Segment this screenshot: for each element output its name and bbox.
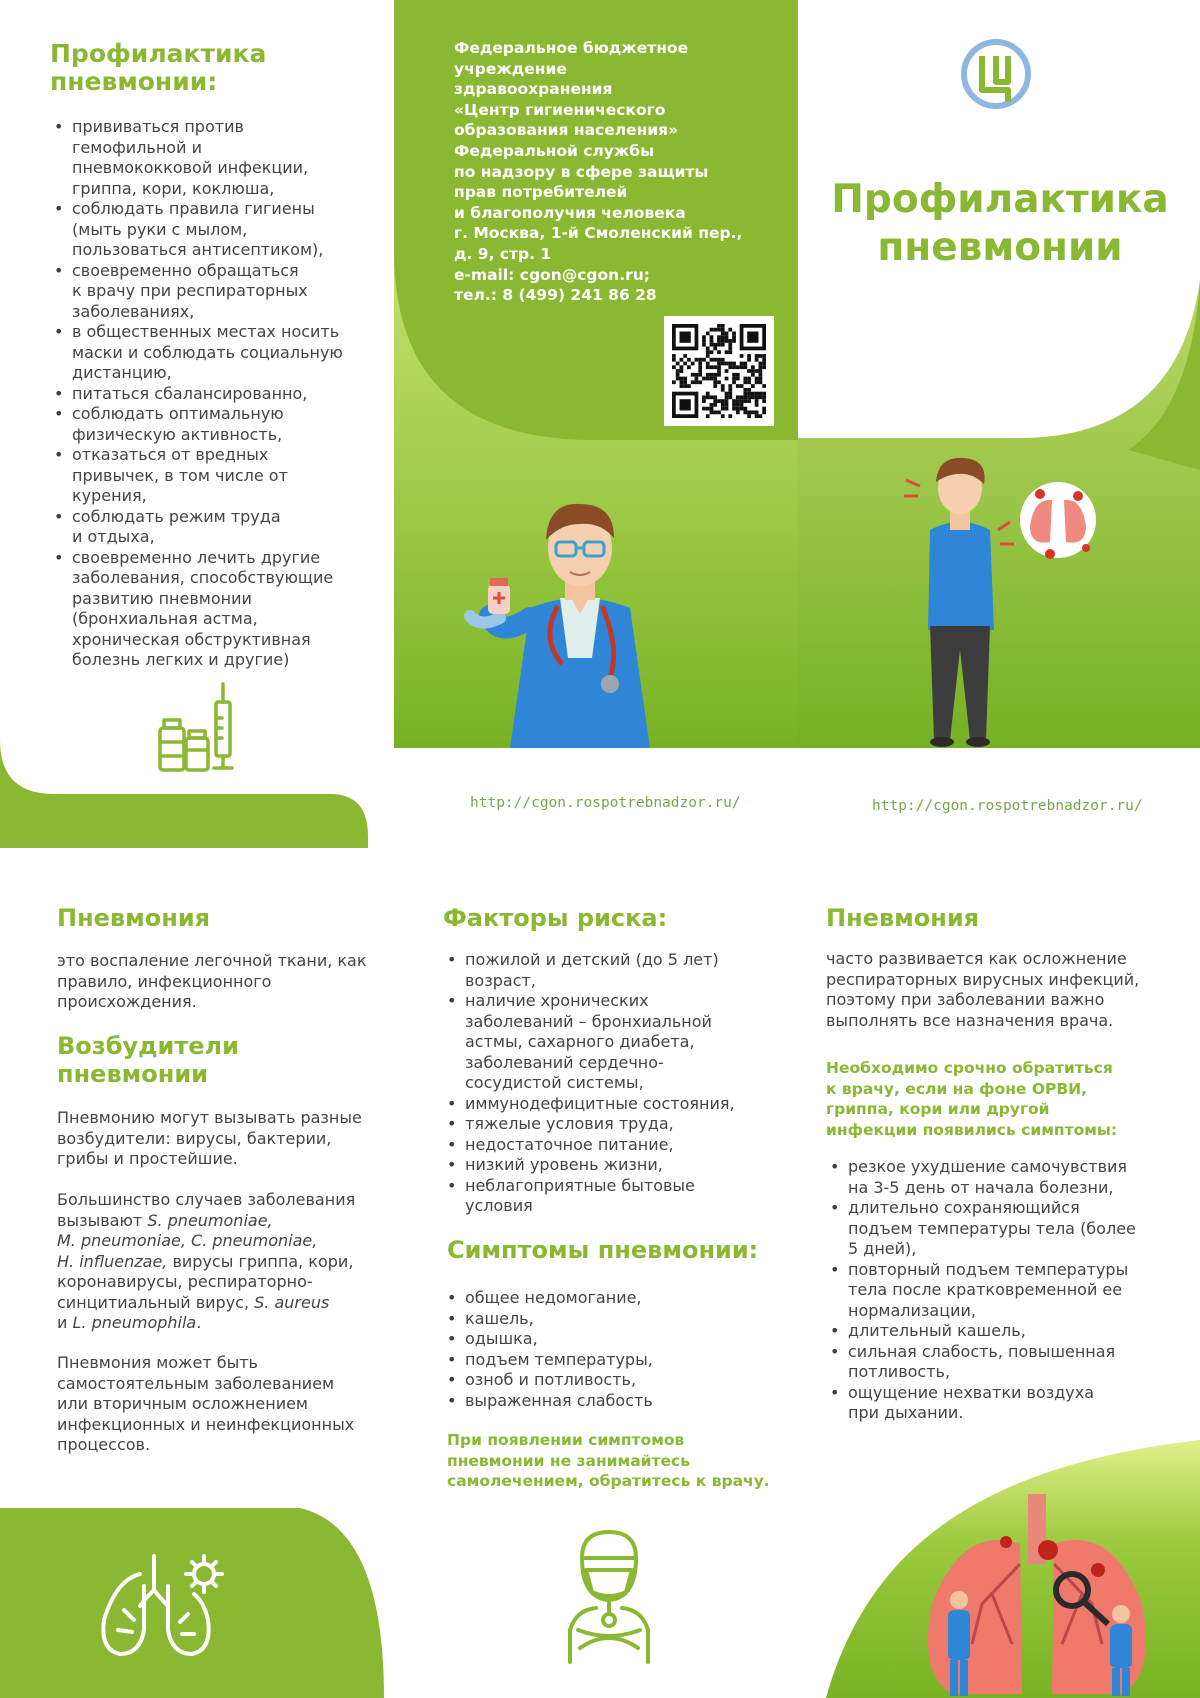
warning-sign-item-line: при дыхании.	[848, 1403, 964, 1422]
prevention-item	[50, 261, 390, 323]
prevention-item-line: хроническая обструктивная	[72, 629, 311, 649]
prevention-list	[50, 117, 390, 671]
complication-line: инфекционных и неинфекционных	[57, 1414, 355, 1434]
pathogens-text: и	[57, 1313, 73, 1332]
prevention-item-line: • соблюдать правила гигиены	[72, 199, 315, 218]
risk-item-line: астмы, сахарного диабета,	[465, 1032, 695, 1051]
risk-item	[443, 1155, 783, 1176]
prevention-panel	[0, 0, 394, 848]
qr-code-image	[672, 324, 766, 418]
prevention-item-line: к врачу при респираторных	[72, 281, 308, 300]
pathogens-text: .	[196, 1313, 202, 1332]
pathogens-list-paragraph	[57, 1190, 387, 1334]
prevention-item	[50, 322, 390, 384]
complication-paragraph	[826, 949, 1176, 1031]
warning-sign-item	[826, 1157, 1176, 1198]
brochure-title-line2: пневмонии	[877, 225, 1123, 270]
pathogens-title	[57, 1032, 239, 1088]
risk-item	[443, 950, 783, 991]
complication-line: поэтому при заболевании важно	[826, 990, 1105, 1009]
definition-line: правило, инфекционного	[57, 971, 272, 991]
warning-sign-item	[826, 1342, 1176, 1383]
pneumonia-complication-title: Пневмония	[826, 904, 980, 932]
symptoms-list	[443, 1288, 783, 1411]
warning-signs-list	[826, 1157, 1176, 1424]
prevention-item	[50, 117, 390, 199]
symptom-item	[443, 1391, 783, 1412]
pathogens-text: синцитиальный вирус,	[57, 1292, 255, 1312]
pathogens-line	[57, 1211, 387, 1232]
pathogens-line	[57, 1313, 387, 1334]
complication-line: респираторных вирусных инфекций,	[826, 969, 1140, 989]
urgent-visit-warning	[826, 1058, 1176, 1140]
risk-factors-list	[443, 950, 783, 1217]
symptom-item-line: • подъем температуры,	[465, 1349, 653, 1369]
prevention-item-line: (мыть руки с мылом,	[72, 219, 248, 239]
risk-item	[443, 1114, 783, 1135]
prevention-item	[50, 384, 390, 405]
prevention-item	[50, 199, 390, 261]
warning-sign-item-line: • сильная слабость, повышенная	[848, 1341, 1116, 1361]
complication-line: процессов.	[57, 1435, 151, 1454]
contact-line: прав потребителей	[454, 183, 628, 202]
coughing-patient-illustration	[890, 450, 1100, 750]
symptom-item-line: • кашель,	[465, 1308, 534, 1328]
warning-line: При появлении симптомов	[447, 1431, 685, 1449]
prevention-item-line: и отдыха,	[72, 527, 155, 546]
pathogen-name: L. pneumophila	[72, 1313, 197, 1332]
prevention-item-line: привычек, в том числе от	[72, 465, 288, 485]
lungs-doctors-illustration	[912, 1494, 1162, 1698]
warning-sign-item-line: • повторный подъем температуры	[848, 1259, 1129, 1279]
pathogens-intro-line: Пневмонию могут вызывать разные	[57, 1108, 362, 1127]
pathogens-line	[57, 1293, 387, 1314]
qr-code[interactable]	[664, 316, 774, 426]
pneumonia-complication-paragraph	[57, 1353, 387, 1456]
risk-item-line: сосудистой системы,	[465, 1073, 644, 1092]
risk-item-line: условия	[465, 1196, 533, 1215]
self-treatment-warning	[447, 1430, 787, 1492]
prevention-title	[50, 40, 266, 96]
pathogens-line	[57, 1252, 387, 1273]
prevention-item	[50, 507, 390, 548]
warning-sign-item-line: 5 дней),	[848, 1239, 917, 1258]
prevention-item-line: • соблюдать оптимальную	[72, 404, 284, 423]
contact-line: «Центр гигиенического	[454, 100, 666, 119]
risk-item-line: возраст,	[465, 970, 536, 990]
prevention-item-line: гриппа, кори, коклюша,	[72, 178, 275, 198]
pathogen-name: S. aureus	[254, 1292, 330, 1312]
contact-line: по надзору в сфере защиты	[454, 162, 709, 181]
pathogen-name: H. influenzae,	[57, 1251, 168, 1271]
complication-line: Пневмония может быть	[57, 1353, 258, 1372]
pathogens-title-line2: пневмонии	[57, 1060, 208, 1088]
prevention-item-line: дистанцию,	[72, 363, 172, 382]
cgon-logo-icon	[960, 38, 1032, 112]
warning-sign-item-line: нормализации,	[848, 1300, 976, 1320]
contact-line: Федеральное бюджетное	[454, 39, 689, 57]
vaccine-vials-icon	[156, 682, 238, 774]
risk-item	[443, 1176, 783, 1217]
prevention-item	[50, 445, 390, 507]
symptom-item	[443, 1370, 783, 1391]
urgent-line: Необходимо срочно обратиться	[826, 1059, 1113, 1077]
symptom-item	[443, 1288, 783, 1309]
pneumonia-definition	[57, 951, 387, 1013]
prevention-item-line: курения,	[72, 486, 147, 505]
warning-line: пневмонии не занимайтесь	[447, 1451, 691, 1470]
symptoms-title: Симптомы пневмонии:	[447, 1236, 759, 1264]
masked-doctor-icon	[566, 1530, 652, 1664]
definition-line: это воспаление легочной ткани, как	[57, 951, 367, 970]
complication-line: часто развивается как осложнение	[826, 949, 1127, 968]
pathogens-intro-line: грибы и простейшие.	[57, 1149, 238, 1168]
prevention-item-line: болезнь легких и другие)	[72, 650, 290, 669]
risk-item	[443, 1135, 783, 1156]
contact-line: и благополучия человека	[454, 203, 686, 222]
pathogens-text: вызывают	[57, 1210, 148, 1230]
definition-line: происхождения.	[57, 992, 197, 1011]
symptom-item-line: • озноб и потливость,	[465, 1370, 637, 1389]
urgent-line: инфекции появились симптомы:	[826, 1120, 1118, 1139]
prevention-title-line2: пневмонии:	[50, 67, 218, 96]
risk-item-line: • тяжелые условия труда,	[465, 1114, 674, 1133]
brochure-title-line1: Профилактика	[831, 177, 1169, 222]
organization-contact	[454, 38, 774, 306]
prevention-item-line: физическую активность,	[72, 424, 283, 444]
pathogen-name: S. pneumoniae,	[147, 1210, 273, 1230]
prevention-item-line: • питаться сбалансированно,	[72, 383, 308, 403]
pathogen-name: M. pneumoniae, C. pneumoniae,	[57, 1231, 318, 1250]
symptom-item	[443, 1309, 783, 1330]
prevention-item-line: • отказаться от вредных	[72, 445, 269, 464]
prevention-item-line: • своевременно лечить другие	[72, 547, 321, 567]
pathogens-text: вирусы гриппа, кори,	[167, 1251, 354, 1271]
warning-sign-item-line: тела после кратковременной ее	[848, 1280, 1123, 1299]
contact-line: здравоохранения	[454, 80, 613, 99]
symptom-item-line: • одышка,	[465, 1329, 538, 1348]
risk-item	[443, 1094, 783, 1115]
prevention-title-line1: Профилактика	[50, 39, 267, 68]
risk-item-line: заболеваний – бронхиальной	[465, 1011, 712, 1031]
lungs-virus-icon	[96, 1550, 230, 1660]
urgent-line: гриппа, кори или другой	[826, 1100, 1050, 1119]
prevention-item	[50, 404, 390, 445]
warning-sign-item	[826, 1198, 1176, 1260]
risk-item-line: • наличие хронических	[465, 991, 649, 1010]
warning-line: самолечением, обратитесь к врачу.	[447, 1472, 770, 1491]
pathogens-intro-line: возбудители: вирусы, бактерии,	[57, 1128, 332, 1148]
contact-line: тел.: 8 (499) 241 86 28	[454, 286, 657, 305]
risk-factors-title: Факторы риска:	[443, 904, 668, 932]
symptom-item	[443, 1350, 783, 1371]
pathogens-title-line1: Возбудители	[57, 1032, 239, 1060]
symptom-item-line: • общее недомогание,	[465, 1288, 642, 1307]
symptom-item	[443, 1329, 783, 1350]
complication-line: или вторичным осложнением	[57, 1394, 308, 1413]
prevention-item	[50, 548, 390, 671]
prevention-item-line: пользоваться антисептиком),	[72, 240, 324, 259]
prevention-item-line: гемофильной и	[72, 137, 202, 157]
symptom-item-line: • выраженная слабость	[465, 1390, 653, 1410]
warning-sign-item-line: • длительно сохраняющийся	[848, 1198, 1080, 1217]
pathogens-line: Большинство случаев заболевания	[57, 1190, 356, 1209]
pathogens-intro	[57, 1108, 387, 1170]
contact-line: e-mail: cgon@cgon.ru;	[454, 265, 650, 284]
prevention-item-line: заболеваниях,	[72, 301, 195, 321]
pneumonia-title: Пневмония	[57, 904, 211, 932]
warning-sign-item	[826, 1321, 1176, 1342]
warning-sign-item-line: подъем температуры тела (более	[848, 1218, 1136, 1238]
prevention-item-line: • в общественных местах носить	[72, 322, 340, 341]
risk-item-line: • иммунодефицитные состояния,	[465, 1093, 735, 1113]
warning-sign-item-line: • резкое ухудшение самочувствия	[848, 1157, 1128, 1176]
prevention-item-line: • прививаться против	[72, 117, 244, 136]
contact-line: образования населения»	[454, 121, 679, 140]
prevention-item-line: маски и соблюдать социальную	[72, 342, 343, 362]
contact-line: г. Москва, 1-й Смоленский пер.,	[454, 224, 743, 243]
warning-sign-item	[826, 1260, 1176, 1322]
risk-item-line: • низкий уровень жизни,	[465, 1155, 663, 1174]
contact-line: д. 9, стр. 1	[454, 244, 552, 263]
brochure-title	[810, 176, 1190, 272]
website-link-middle[interactable]: http://cgon.rospotrebnadzor.ru/	[470, 795, 741, 811]
prevention-item-line: пневмококковой инфекции,	[72, 158, 309, 177]
contact-line: Федеральной службы	[454, 141, 655, 160]
risk-item-line: • пожилой и детский (до 5 лет)	[465, 950, 719, 969]
prevention-item-line: (бронхиальная астма,	[72, 609, 258, 628]
warning-sign-item-line: потливость,	[848, 1362, 951, 1381]
pathogens-line: коронавирусы, респираторно-	[57, 1272, 313, 1291]
doctor-illustration	[460, 488, 690, 748]
website-link-right[interactable]: http://cgon.rospotrebnadzor.ru/	[872, 798, 1143, 814]
risk-item	[443, 991, 783, 1094]
prevention-item-line: • своевременно обращаться	[72, 260, 299, 280]
warning-sign-item-line: на 3-5 день от начала болезни,	[848, 1177, 1114, 1197]
risk-item-line: • неблагоприятные бытовые	[465, 1175, 695, 1195]
prevention-item-line: развитию пневмонии	[72, 588, 252, 608]
prevention-item-line: заболевания, способствующие	[72, 568, 334, 587]
prevention-item-line: • соблюдать режим труда	[72, 506, 281, 526]
warning-sign-item	[826, 1383, 1176, 1424]
contact-line: учреждение	[454, 59, 567, 78]
complication-line: самостоятельным заболеванием	[57, 1373, 335, 1393]
urgent-line: к врачу, если на фоне ОРВИ,	[826, 1079, 1088, 1098]
warning-sign-item-line: • длительный кашель,	[848, 1321, 1026, 1340]
warning-sign-item-line: • ощущение нехватки воздуха	[848, 1382, 1095, 1402]
complication-line: выполнять все назначения врача.	[826, 1010, 1114, 1030]
risk-item-line: заболеваний сердечно-	[465, 1052, 664, 1072]
risk-item-line: • недостаточное питание,	[465, 1134, 674, 1154]
